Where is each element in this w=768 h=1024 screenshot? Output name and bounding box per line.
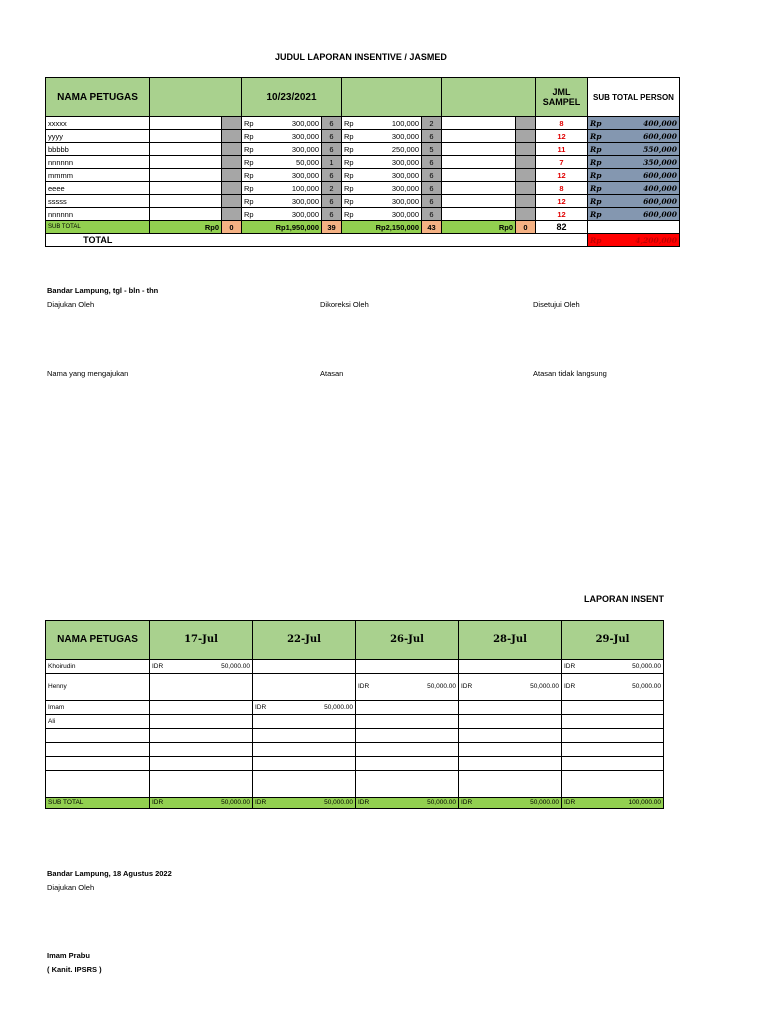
petugas-name: Khoirudin [46,660,150,674]
amount-cell [356,743,459,757]
amount-cell [562,757,664,771]
sub-total-person-cell: Rp 550,000 [588,143,680,156]
report2-row [46,715,664,729]
subtotal-cell: IDR 50,000.00 [356,798,459,809]
report1-total-row [46,234,680,247]
jml-sampel-cell: 11 [536,143,588,156]
header-nama-petugas: NAMA PETUGAS [46,621,150,660]
amount-cell [562,715,664,729]
header-date: 17-Jul [150,621,253,660]
petugas-name [46,757,150,771]
amount-cell [150,674,253,701]
amount-cell: Rp 300,000 [342,195,422,208]
petugas-name: bbbbb [46,143,150,156]
amount-cell: IDR 50,000.00 [253,701,356,715]
subtotal-cell: IDR 50,000.00 [150,798,253,809]
amount-cell: IDR 50,000.00 [562,674,664,701]
amount-cell [150,771,253,798]
petugas-name [46,729,150,743]
amount-cell: Rp 300,000 [342,169,422,182]
petugas-name: eeee [46,182,150,195]
report1-place-date: Bandar Lampung, tgl - bln - thn [47,286,159,295]
report2-table [45,620,664,809]
jml-sampel-cell: 12 [536,130,588,143]
header-nama-petugas: NAMA PETUGAS [46,78,150,117]
amount-cell [356,715,459,729]
amount-cell [150,757,253,771]
amount-cell [253,660,356,674]
sub-total-person-cell: Rp 600,000 [588,130,680,143]
report1-row [46,195,680,208]
sub-total-person-cell: Rp 400,000 [588,117,680,130]
amount-cell [459,701,562,715]
report1-atasan: Atasan [320,369,344,378]
amount-cell: Rp 300,000 [242,169,322,182]
report2-row [46,757,664,771]
count-cell: 6 [422,169,442,182]
amount-cell [253,757,356,771]
amount-cell: Rp 100,000 [242,182,322,195]
amount-cell: IDR 50,000.00 [150,660,253,674]
count-cell: 6 [422,156,442,169]
sub-total-person-cell: Rp 600,000 [588,208,680,221]
amount-cell [253,715,356,729]
subtotal-label: SUB TOTAL [46,221,150,234]
report2-header-row [46,621,664,660]
amount-cell [562,701,664,715]
amount-cell [459,729,562,743]
report2-row [46,743,664,757]
amount-cell [459,715,562,729]
report1-diajukan: Diajukan Oleh [47,300,95,309]
amount-cell: IDR 50,000.00 [356,674,459,701]
count-cell: 2 [322,182,342,195]
report2-signer-position: ( Kanit. IPSRS ) [47,965,102,974]
amount-cell: Rp 250,000 [342,143,422,156]
report2-place-date: Bandar Lampung, 18 Agustus 2022 [47,869,172,878]
jml-sampel-cell: 8 [536,182,588,195]
jml-sampel-cell: 8 [536,117,588,130]
amount-cell: Rp 300,000 [342,208,422,221]
amount-cell [562,729,664,743]
report2-subtotal-row [46,798,664,809]
amount-cell: Rp 50,000 [242,156,322,169]
count-cell: 5 [422,143,442,156]
amount-cell [459,771,562,798]
petugas-name: nnnnnn [46,156,150,169]
count-cell: 6 [322,130,342,143]
amount-cell [150,729,253,743]
amount-cell [459,743,562,757]
amount-cell: Rp 300,000 [342,130,422,143]
report1-disetujui: Disetujui Oleh [533,300,580,309]
amount-cell [356,729,459,743]
count-cell: 6 [422,195,442,208]
header-jml-sampel: JML SAMPEL [536,78,588,117]
amount-cell: Rp 300,000 [242,130,322,143]
amount-cell: Rp 300,000 [242,208,322,221]
report1-header-row [46,78,680,117]
petugas-name: Henny [46,674,150,701]
report2-diajukan: Diajukan Oleh [47,883,95,892]
report1-row [46,130,680,143]
amount-cell [356,757,459,771]
header-date: 28-Jul [459,621,562,660]
count-cell: 6 [322,143,342,156]
report1-title: JUDUL LAPORAN INSENTIVE / JASMED [275,52,447,62]
amount-cell: IDR 50,000.00 [459,674,562,701]
petugas-name: yyyy [46,130,150,143]
report2-row [46,771,664,798]
count-cell: 6 [422,182,442,195]
petugas-name: nnnnnn [46,208,150,221]
petugas-name: sssss [46,195,150,208]
count-cell: 6 [322,117,342,130]
amount-cell [356,660,459,674]
report2-row [46,729,664,743]
report1-row [46,143,680,156]
amount-cell: Rp 100,000 [342,117,422,130]
amount-cell [150,715,253,729]
report1-dikoreksi: Dikoreksi Oleh [320,300,369,309]
report2-row [46,674,664,701]
report2-row [46,660,664,674]
amount-cell [150,701,253,715]
count-cell: 2 [422,117,442,130]
count-cell: 6 [322,208,342,221]
report1-row [46,208,680,221]
header-sub-total-person: SUB TOTAL PERSON [588,78,680,117]
amount-cell: Rp 300,000 [342,182,422,195]
subtotal-cell: IDR 50,000.00 [253,798,356,809]
report1-table [45,77,680,247]
petugas-name: xxxxx [46,117,150,130]
subtotal-cell: IDR 50,000.00 [459,798,562,809]
amount-cell [459,757,562,771]
report2-row [46,701,664,715]
sub-total-person-cell: Rp 350,000 [588,156,680,169]
report2-title: LAPORAN INSENT [584,594,665,604]
report1-nama-pengaju: Nama yang mengajukan [47,369,129,378]
petugas-name [46,743,150,757]
jml-sampel-cell: 12 [536,208,588,221]
report1-row [46,169,680,182]
petugas-name [46,771,150,798]
amount-cell [562,771,664,798]
report2-signer-name: Imam Prabu [47,951,90,960]
report1-row [46,156,680,169]
sub-total-person-cell: Rp 600,000 [588,195,680,208]
amount-cell [253,743,356,757]
sub-total-person-cell: Rp 600,000 [588,169,680,182]
total-label: TOTAL [46,234,150,247]
jml-sampel-cell: 12 [536,195,588,208]
petugas-name: Ali [46,715,150,729]
header-date: 29-Jul [562,621,664,660]
amount-cell: IDR 50,000.00 [562,660,664,674]
count-cell: 6 [322,169,342,182]
header-date: 26-Jul [356,621,459,660]
header-date: 10/23/2021 [242,78,342,117]
count-cell: 1 [322,156,342,169]
subtotal-label: SUB TOTAL [46,798,150,809]
amount-cell: Rp 300,000 [342,156,422,169]
subtotal-cell: IDR 100,000.00 [562,798,664,809]
jml-sampel-cell: 7 [536,156,588,169]
amount-cell: Rp 300,000 [242,195,322,208]
amount-cell [562,743,664,757]
count-cell: 6 [322,195,342,208]
count-cell: 6 [422,130,442,143]
sub-total-person-cell: Rp 400,000 [588,182,680,195]
jml-sampel-cell: 12 [536,169,588,182]
report1-subtotal-row: SUB TOTAL Rp0 0 Rp1,950,000 39 Rp2,150,000 43 Rp0 0 82 [46,221,680,234]
petugas-name: Imam [46,701,150,715]
amount-cell [253,674,356,701]
amount-cell [253,729,356,743]
amount-cell [253,771,356,798]
amount-cell [356,771,459,798]
amount-cell: Rp 300,000 [242,117,322,130]
report1-atasan-tidak-langsung: Atasan tidak langsung [533,369,607,378]
amount-cell [356,701,459,715]
petugas-name: mmmm [46,169,150,182]
report1-row [46,117,680,130]
grand-total: Rp 4,200,000 [588,234,680,247]
amount-cell [459,660,562,674]
report1-row [46,182,680,195]
amount-cell: Rp 300,000 [242,143,322,156]
header-date: 22-Jul [253,621,356,660]
count-cell: 6 [422,208,442,221]
amount-cell [150,743,253,757]
